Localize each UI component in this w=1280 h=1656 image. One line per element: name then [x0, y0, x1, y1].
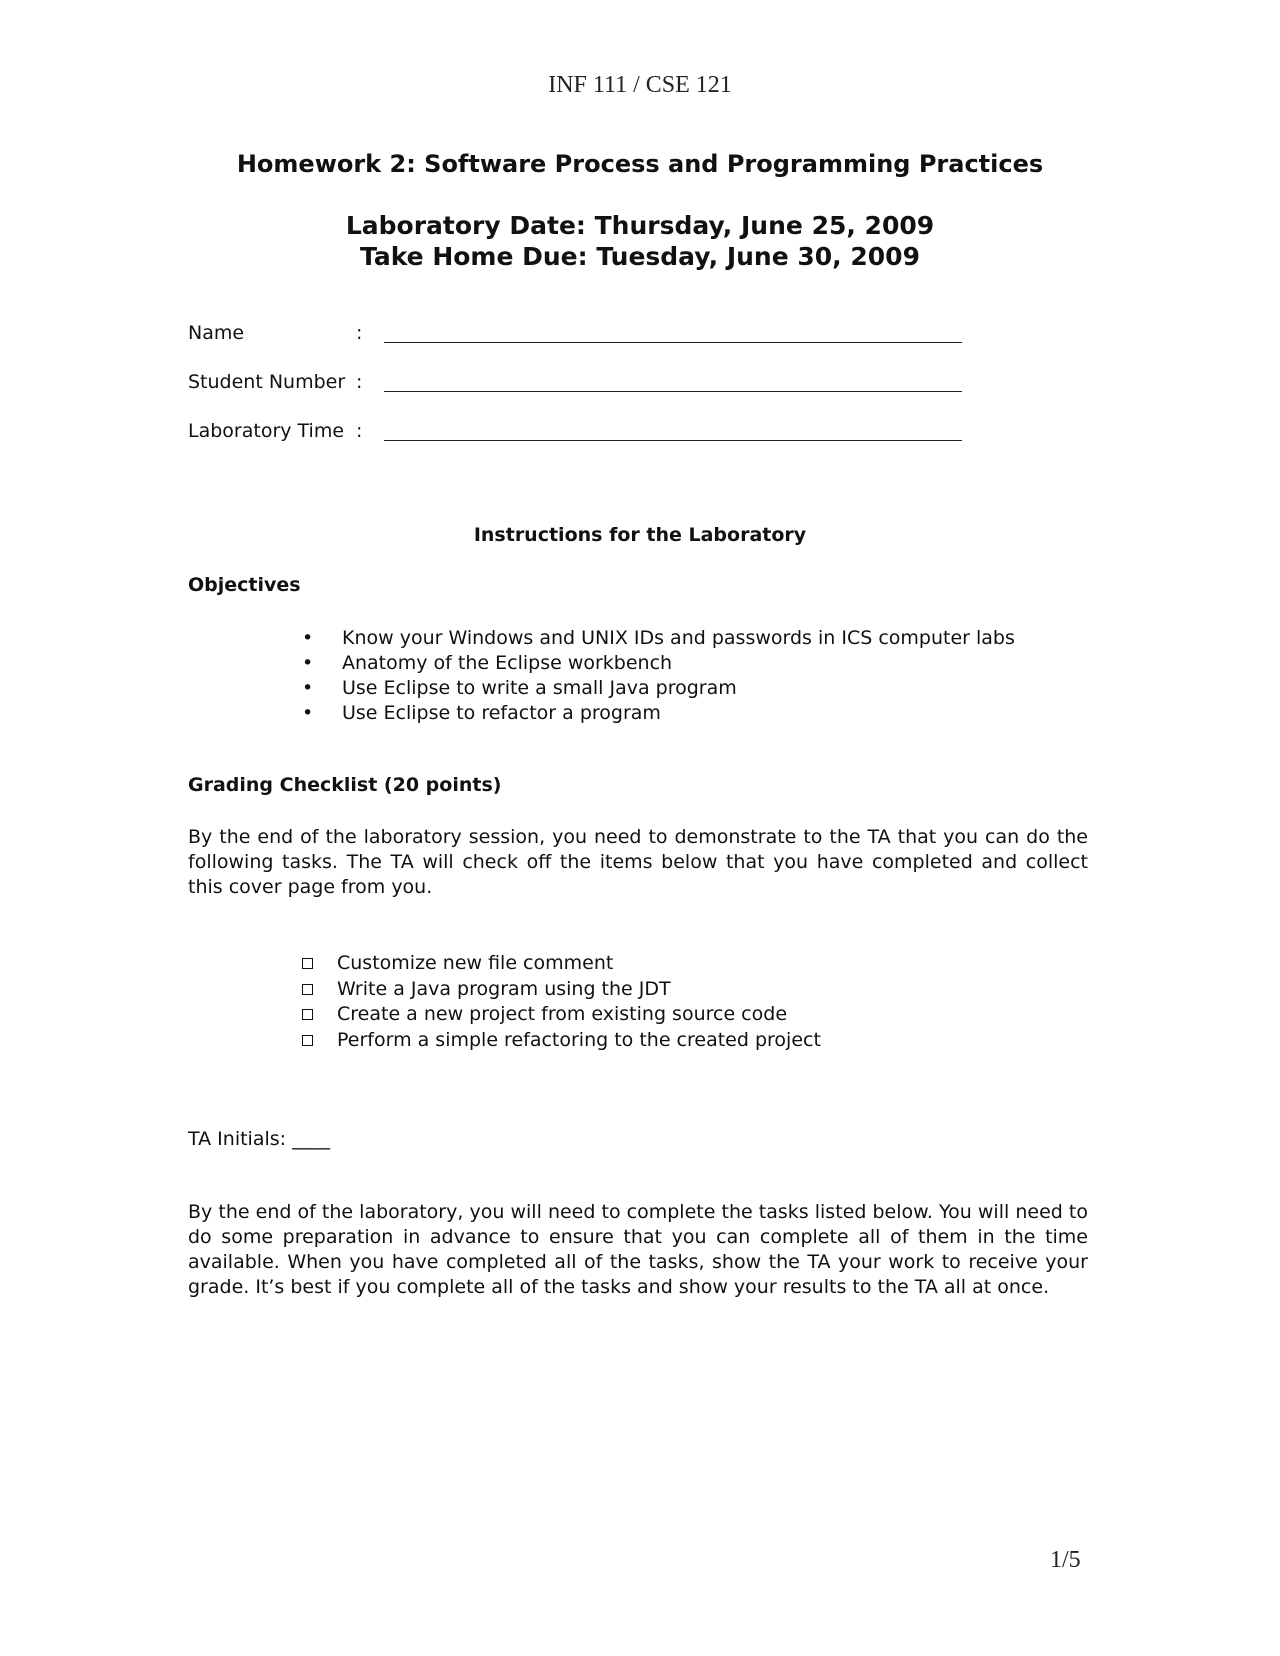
checklist-item — [302, 951, 821, 977]
checkbox-icon[interactable] — [302, 1035, 313, 1046]
checkbox-icon[interactable] — [302, 958, 313, 969]
grading-checklist-heading: Grading Checklist (20 points) — [188, 774, 502, 796]
list-item — [298, 651, 1015, 676]
checklist-text: Customize new file comment — [337, 952, 614, 974]
objectives-list — [298, 626, 1015, 726]
checklist-text: Write a Java program using the JDT — [337, 977, 671, 1000]
name-label: Name — [188, 322, 245, 344]
bullet-icon: • — [302, 627, 314, 649]
course-header: INF 111 / CSE 121 — [548, 72, 732, 98]
objective-text: Know your Windows and UNIX IDs and passwords in ICS computer labs — [342, 627, 1015, 649]
list-item — [298, 676, 1015, 701]
student-number-field-row — [188, 369, 962, 393]
grading-intro: By the end of the laboratory session, you need to demonstrate to the TA that you can do the following tasks. The TA will check off the items below that you have completed and collect this cover page from you. — [188, 826, 1088, 898]
objectives-heading: Objectives — [188, 574, 301, 596]
checklist-item — [302, 1028, 821, 1054]
laboratory-time-field[interactable] — [384, 422, 962, 441]
name-field-row — [188, 320, 962, 344]
student-number-field[interactable] — [384, 373, 962, 392]
checklist-text: Create a new project from existing source code — [337, 1003, 788, 1025]
objective-text: Anatomy of the Eclipse workbench — [342, 652, 673, 674]
checklist-item — [302, 977, 821, 1003]
homework-title: Homework 2: Software Process and Programming Practices — [236, 150, 1044, 178]
objective-text: Use Eclipse to refactor a program — [342, 702, 661, 724]
laboratory-time-colon: : — [356, 420, 363, 442]
page-number: 1/5 — [1050, 1547, 1081, 1573]
name-field[interactable] — [384, 324, 962, 343]
name-colon: : — [356, 322, 363, 344]
student-number-label: Student Number — [188, 371, 346, 393]
ta-initials: TA Initials: ____ — [188, 1128, 331, 1150]
student-number-colon: : — [356, 371, 363, 393]
due-date: Take Home Due: Tuesday, June 30, 2009 — [360, 242, 920, 271]
dates-block — [0, 210, 1280, 272]
checkbox-icon[interactable] — [302, 1009, 313, 1020]
grading-checklist — [302, 951, 821, 1053]
laboratory-time-field-row — [188, 418, 962, 442]
laboratory-time-label: Laboratory Time — [188, 420, 345, 442]
bullet-icon: • — [302, 652, 314, 674]
closing-paragraph: By the end of the laboratory, you will need to complete the tasks listed below. You will need to do some preparation in advance to ensure that you can complete all of them in the time available. When you have completed all of the tasks, show the TA your work to receive your grade. It’s best if you complete all of the tasks and show your results to the TA all at once. — [188, 1201, 1088, 1298]
objective-text: Use Eclipse to write a small Java program — [342, 677, 737, 699]
list-item — [298, 626, 1015, 651]
checklist-text: Perform a simple refactoring to the created project — [337, 1028, 821, 1051]
lab-date: Laboratory Date: Thursday, June 25, 2009 — [345, 211, 935, 240]
instructions-heading: Instructions for the Laboratory — [473, 524, 807, 546]
bullet-icon: • — [302, 677, 314, 699]
checkbox-icon[interactable] — [302, 984, 313, 995]
bullet-icon: • — [302, 702, 314, 724]
checklist-item — [302, 1002, 821, 1028]
list-item — [298, 701, 1015, 726]
